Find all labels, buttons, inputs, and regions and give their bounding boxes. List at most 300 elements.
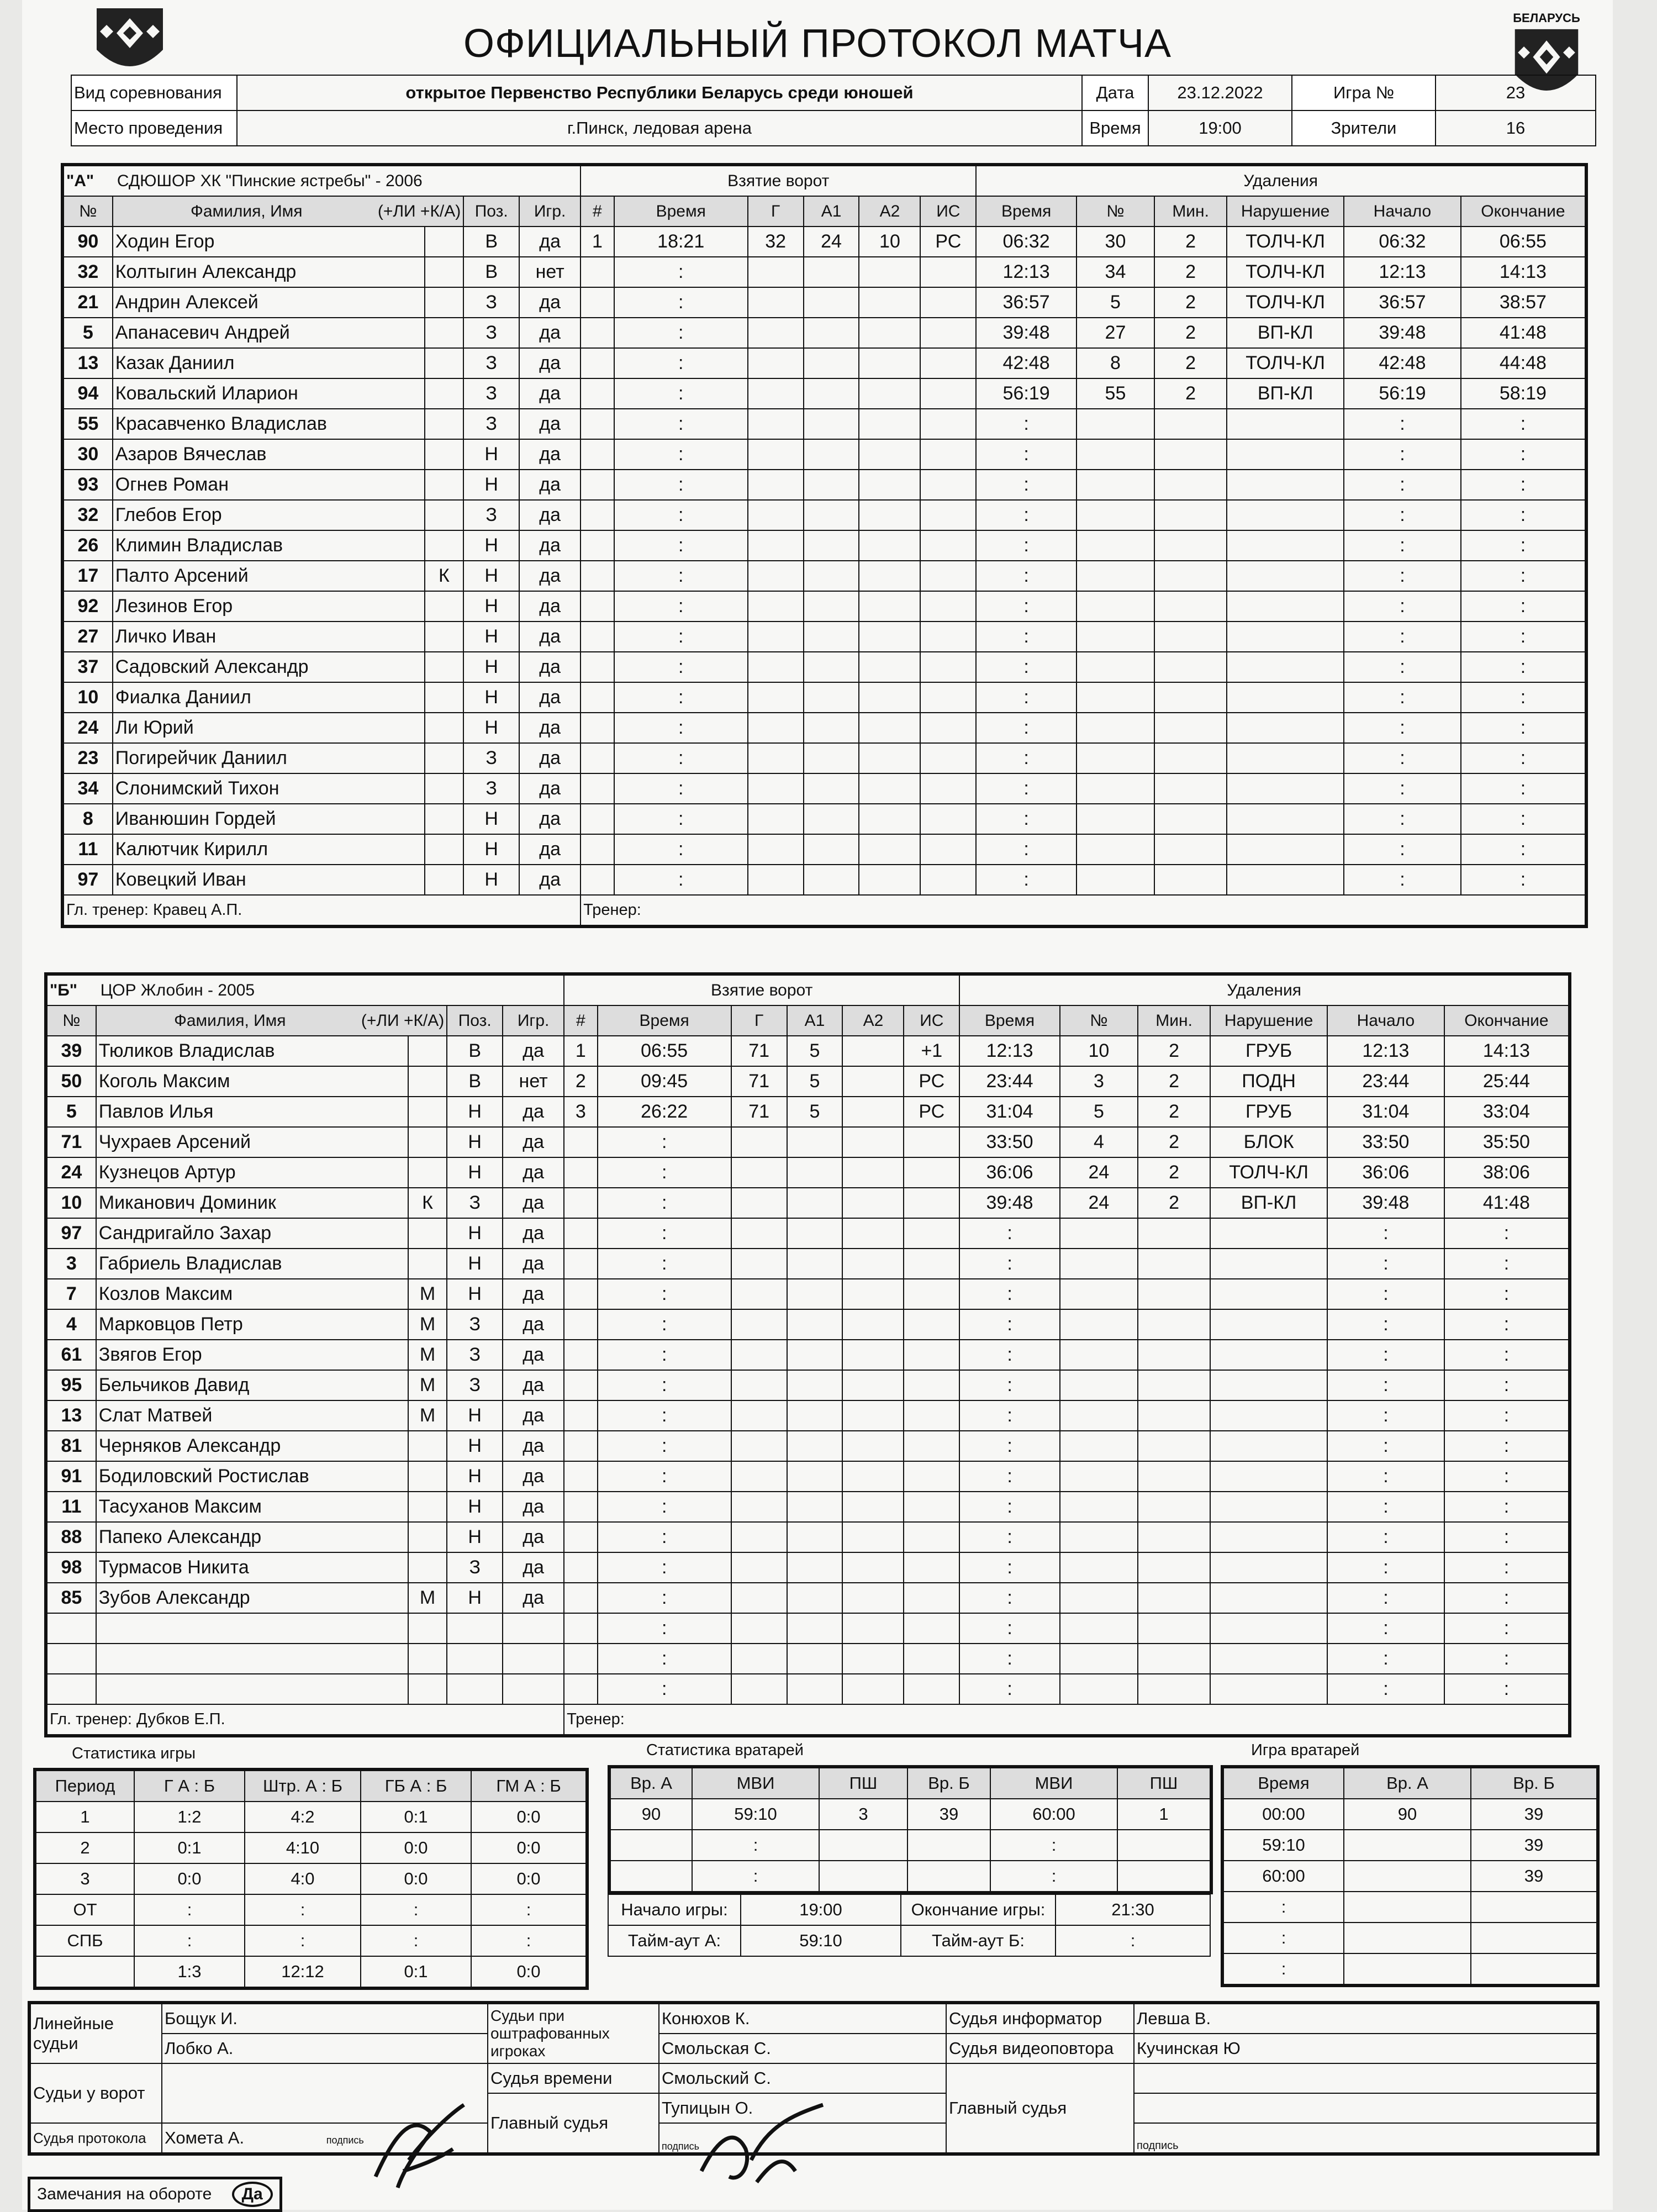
player-number: 23: [62, 743, 113, 773]
penalty-judges-label: Судьи при оштрафованных игроках: [488, 2003, 659, 2063]
empty-cell: [1227, 530, 1344, 561]
penalty-end-empty: :: [1444, 1552, 1570, 1583]
stats-cell: [1344, 1923, 1471, 1953]
table-row: [62, 561, 1586, 591]
team-a-name: СДЮШОР ХК "Пинские ястребы" - 2006: [117, 171, 423, 190]
goal-time: 18:21: [614, 227, 748, 257]
penalty-end-empty: :: [1461, 409, 1586, 439]
stats-cell: [609, 1861, 692, 1893]
table-row: [35, 1802, 587, 1832]
penalty-time-empty: :: [976, 561, 1076, 591]
scorekeeper-label: Судья протокола: [29, 2123, 162, 2154]
empty-cell: [748, 622, 804, 652]
player-mark: [408, 1127, 447, 1157]
empty-cell: [804, 378, 859, 409]
empty-cell: [447, 1644, 503, 1674]
penalty-minutes: 2: [1154, 227, 1227, 257]
penalty-end-empty: :: [1461, 439, 1586, 470]
goalie-play-title: Игра вратарей: [1251, 1741, 1360, 1759]
empty-cell: [1210, 1644, 1327, 1674]
player-name: Зубов Александр: [96, 1583, 408, 1613]
player-number: 95: [46, 1370, 96, 1400]
penalty-end-empty: :: [1444, 1583, 1570, 1613]
team-b-trainer: Тренер:: [564, 1704, 1570, 1736]
player-played: да: [519, 348, 581, 378]
col-played: Игр.: [503, 1005, 564, 1036]
player-position: Н: [463, 622, 519, 652]
scorekeeper-name: Хомета А.: [165, 2128, 245, 2147]
player-number: 4: [46, 1309, 96, 1340]
player-mark: [425, 348, 464, 378]
empty-cell: [842, 1674, 904, 1704]
empty-cell: [731, 1552, 787, 1583]
col-pen-no: №: [1060, 1005, 1138, 1036]
player-number: 13: [46, 1400, 96, 1431]
player-number: 24: [62, 713, 113, 743]
player-position: З: [463, 743, 519, 773]
empty-cell: [859, 804, 920, 834]
empty-cell: [1210, 1249, 1327, 1279]
empty-cell: [581, 652, 614, 682]
player-mark: [425, 773, 464, 804]
empty-cell: [787, 1340, 843, 1370]
empty-cell: [564, 1674, 598, 1704]
player-number: 26: [62, 530, 113, 561]
penalty-minutes: 2: [1154, 287, 1227, 318]
empty-cell: [1210, 1431, 1327, 1461]
table-row: [1222, 1830, 1598, 1861]
table-row: [62, 834, 1586, 865]
player-number: 24: [46, 1157, 96, 1188]
stats-header: Г А : Б: [134, 1769, 245, 1802]
player-number: 81: [46, 1431, 96, 1461]
table-row: [1222, 1799, 1598, 1830]
player-mark: М: [408, 1279, 447, 1309]
player-name: Бодиловский Ростислав: [96, 1461, 408, 1492]
empty-cell: [1138, 1400, 1210, 1431]
stats-cell: 00:00: [1222, 1799, 1344, 1830]
empty-cell: [920, 287, 976, 318]
penalty-time-empty: :: [959, 1552, 1060, 1583]
empty-cell: [859, 378, 920, 409]
empty-cell: [920, 804, 976, 834]
empty-cell: [787, 1370, 843, 1400]
table-row: [46, 1249, 1570, 1279]
empty-cell: [1076, 743, 1154, 773]
player-number: 10: [62, 682, 113, 713]
col-pen-start: Начало: [1344, 196, 1461, 227]
team-b-coach: Гл. тренер: Дубков Е.П.: [46, 1704, 564, 1736]
goal-time-empty: :: [598, 1552, 731, 1583]
penalty-start-empty: :: [1344, 865, 1461, 895]
empty-cell: [731, 1644, 787, 1674]
empty-cell: [564, 1583, 598, 1613]
table-row: [35, 1832, 587, 1863]
empty-cell: [804, 500, 859, 530]
spectators-value: 16: [1436, 110, 1596, 146]
empty-cell: [842, 1157, 904, 1188]
stats-cell: 1: [1117, 1799, 1211, 1830]
table-row: [46, 1279, 1570, 1309]
penalty-end-empty: :: [1444, 1279, 1570, 1309]
penalty-end-empty: :: [1444, 1522, 1570, 1552]
penalty-minutes: 2: [1138, 1097, 1210, 1127]
penalty-end-empty: :: [1461, 591, 1586, 622]
goal-time-empty: :: [598, 1522, 731, 1552]
stats-cell: :: [245, 1925, 361, 1956]
empty-cell: [1227, 834, 1344, 865]
empty-cell: [1076, 439, 1154, 470]
empty-cell: [581, 865, 614, 895]
col-pen-violation: Нарушение: [1227, 196, 1344, 227]
stats-cell: [609, 1830, 692, 1861]
player-played: да: [503, 1552, 564, 1583]
penalty-minutes: 2: [1154, 257, 1227, 287]
penalty-end: 41:48: [1444, 1188, 1570, 1218]
penalty-time: 12:13: [976, 257, 1076, 287]
goal-time-empty: :: [614, 318, 748, 348]
penalty-time-empty: :: [959, 1613, 1060, 1644]
empty-cell: [1076, 591, 1154, 622]
player-played: да: [519, 500, 581, 530]
date-value: 23.12.2022: [1148, 75, 1292, 110]
empty-cell: [748, 318, 804, 348]
table-row: [46, 1127, 1570, 1157]
player-mark: [408, 1552, 447, 1583]
table-row: [62, 257, 1586, 287]
penalty-time-empty: :: [959, 1279, 1060, 1309]
empty-cell: [1227, 804, 1344, 834]
goal-time-empty: :: [614, 713, 748, 743]
stats-cell: 39: [907, 1799, 990, 1830]
goal-time: 09:45: [598, 1066, 731, 1097]
player-played: да: [519, 713, 581, 743]
player-number: 61: [46, 1340, 96, 1370]
table-row: [46, 1613, 1570, 1644]
chief-judge-label: Главный судья: [946, 2063, 1134, 2154]
empty-cell: [581, 834, 614, 865]
player-position: Н: [463, 530, 519, 561]
empty-cell: [787, 1461, 843, 1492]
empty-cell: [581, 257, 614, 287]
empty-cell: [904, 1492, 959, 1522]
empty-cell: [1210, 1613, 1327, 1644]
empty-cell: [581, 713, 614, 743]
empty-cell: [748, 773, 804, 804]
col-pos: Поз.: [447, 1005, 503, 1036]
empty-cell: [731, 1370, 787, 1400]
empty-cell: [1076, 804, 1154, 834]
stats-cell: [1344, 1861, 1471, 1892]
empty-cell: [564, 1218, 598, 1249]
empty-cell: [1060, 1370, 1138, 1400]
stats-cell: 59:10: [692, 1799, 819, 1830]
penalty-violation: ТОЛЧ-КЛ: [1227, 227, 1344, 257]
table-row: [46, 1492, 1570, 1522]
empty-cell: [804, 773, 859, 804]
empty-cell: [1154, 865, 1227, 895]
empty-cell: [1227, 682, 1344, 713]
player-played: да: [519, 530, 581, 561]
player-mark: К: [408, 1188, 447, 1218]
goal-time-empty: :: [598, 1279, 731, 1309]
team-a-trainer: Тренер:: [581, 895, 1586, 926]
col-name-label: Фамилия, Имя: [191, 202, 303, 220]
penalty-time-empty: :: [976, 652, 1076, 682]
stats-header: Штр. А : Б: [245, 1769, 361, 1802]
penalty-start: 31:04: [1327, 1097, 1444, 1127]
info-judge-label: Судья информатор: [946, 2003, 1134, 2034]
penalty-start-empty: :: [1327, 1492, 1444, 1522]
penalty-start-empty: :: [1344, 804, 1461, 834]
empty-cell: [1210, 1674, 1327, 1704]
penalty-time-empty: :: [976, 682, 1076, 713]
penalty-violation: ТОЛЧ-КЛ: [1210, 1157, 1327, 1188]
goal-time-empty: :: [598, 1309, 731, 1340]
player-position: З: [447, 1552, 503, 1583]
player-played: да: [519, 591, 581, 622]
player-played: да: [503, 1097, 564, 1127]
empty-cell: [904, 1461, 959, 1492]
timeout-b-label: Тайм-аут Б:: [901, 1925, 1056, 1956]
penalty-minutes: 2: [1154, 378, 1227, 409]
empty-cell: [1060, 1613, 1138, 1644]
empty-cell: [1154, 409, 1227, 439]
empty-cell: [1138, 1583, 1210, 1613]
empty-cell: [920, 652, 976, 682]
empty-cell: [787, 1279, 843, 1309]
stats-cell: 39: [1471, 1799, 1598, 1830]
empty-cell: [581, 743, 614, 773]
empty-cell: [787, 1583, 843, 1613]
empty-cell: [748, 743, 804, 773]
player-played: да: [519, 834, 581, 865]
penalty-start: 23:44: [1327, 1066, 1444, 1097]
player-number: 55: [62, 409, 113, 439]
player-played: да: [519, 287, 581, 318]
stats-cell: 59:10: [1222, 1830, 1344, 1861]
timekeeper-label: Судья времени: [488, 2063, 659, 2093]
player-mark: [425, 713, 464, 743]
game-end-label: Окончание игры:: [901, 1894, 1056, 1925]
penalty-time-empty: :: [959, 1218, 1060, 1249]
table-row: [62, 865, 1586, 895]
table-row: [35, 1925, 587, 1956]
player-position: Н: [447, 1522, 503, 1552]
player-number: 13: [62, 348, 113, 378]
table-row: [62, 652, 1586, 682]
empty-cell: [859, 530, 920, 561]
empty-cell: [1210, 1552, 1327, 1583]
empty-cell: [1060, 1552, 1138, 1583]
empty-cell: [1060, 1583, 1138, 1613]
empty-cell: [731, 1340, 787, 1370]
empty-cell: [804, 348, 859, 378]
empty-cell: [564, 1127, 598, 1157]
player-position: З: [463, 409, 519, 439]
penalty-end: 58:19: [1461, 378, 1586, 409]
empty-cell: [748, 591, 804, 622]
penalty-time: 36:06: [959, 1157, 1060, 1188]
player-mark: М: [408, 1309, 447, 1340]
penalty-violation: ТОЛЧ-КЛ: [1227, 287, 1344, 318]
venue-value: г.Пинск, ледовая арена: [237, 110, 1082, 146]
player-number: 97: [46, 1218, 96, 1249]
player-mark: [425, 378, 464, 409]
penalty-time-empty: :: [959, 1309, 1060, 1340]
empty-cell: [748, 865, 804, 895]
empty-cell: [787, 1218, 843, 1249]
empty-cell: [581, 470, 614, 500]
penalty-time-empty: :: [976, 804, 1076, 834]
empty-cell: [581, 439, 614, 470]
player-played: да: [519, 652, 581, 682]
player-mark: [425, 591, 464, 622]
goal-assist-1: 24: [804, 227, 859, 257]
player-mark: [425, 287, 464, 318]
player-position: З: [447, 1188, 503, 1218]
empty-cell: [1060, 1400, 1138, 1431]
empty-cell: [1060, 1249, 1138, 1279]
empty-cell: [842, 1400, 904, 1431]
game-end-value: 21:30: [1056, 1894, 1210, 1925]
table-row: [46, 1431, 1570, 1461]
player-name: Андрин Алексей: [113, 287, 425, 318]
stats-cell: :: [134, 1894, 245, 1925]
empty-cell: [859, 470, 920, 500]
player-played: да: [503, 1279, 564, 1309]
empty-cell: [859, 773, 920, 804]
penalty-violation: БЛОК: [1210, 1127, 1327, 1157]
empty-cell: [447, 1613, 503, 1644]
player-name: Климин Владислав: [113, 530, 425, 561]
empty-cell: [731, 1674, 787, 1704]
empty-cell: [581, 804, 614, 834]
penalty-start-empty: :: [1344, 773, 1461, 804]
team-b-name: ЦОР Жлобин - 2005: [100, 981, 255, 999]
empty-cell: [904, 1644, 959, 1674]
player-played: да: [519, 682, 581, 713]
stats-cell: [819, 1861, 907, 1893]
penalty-time: 06:32: [976, 227, 1076, 257]
player-played: да: [503, 1249, 564, 1279]
penalty-minutes: 2: [1138, 1036, 1210, 1066]
player-name: Личко Иван: [113, 622, 425, 652]
empty-cell: [904, 1249, 959, 1279]
empty-cell: [748, 287, 804, 318]
penalty-end-empty: :: [1444, 1249, 1570, 1279]
empty-cell: [1076, 834, 1154, 865]
empty-cell: [564, 1431, 598, 1461]
stats-cell: [35, 1956, 134, 1988]
table-row: [609, 1861, 1211, 1893]
penalty-end: 41:48: [1461, 318, 1586, 348]
stats-cell: 3: [35, 1863, 134, 1894]
player-played: да: [519, 470, 581, 500]
penalty-end: 14:13: [1461, 257, 1586, 287]
goal-time-empty: :: [614, 743, 748, 773]
empty-cell: [859, 561, 920, 591]
empty-cell: [748, 439, 804, 470]
player-mark: [425, 682, 464, 713]
penalty-time: 33:50: [959, 1127, 1060, 1157]
empty-cell: [564, 1644, 598, 1674]
penalty-start-empty: :: [1327, 1370, 1444, 1400]
empty-cell: [408, 1613, 447, 1644]
empty-cell: [748, 470, 804, 500]
empty-cell: [1227, 591, 1344, 622]
empty-cell: [731, 1157, 787, 1188]
empty-cell: [1210, 1522, 1327, 1552]
player-mark: [425, 530, 464, 561]
player-played: да: [519, 865, 581, 895]
empty-cell: [581, 318, 614, 348]
penalty-end-empty: :: [1461, 773, 1586, 804]
empty-cell: [564, 1188, 598, 1218]
col-name: [113, 196, 463, 227]
empty-cell: [904, 1279, 959, 1309]
player-mark: М: [408, 1400, 447, 1431]
empty-cell: [859, 622, 920, 652]
player-name: Азаров Вячеслав: [113, 439, 425, 470]
player-position: Н: [463, 470, 519, 500]
stats-header: ГБ А : Б: [361, 1769, 471, 1802]
empty-cell: [920, 348, 976, 378]
penalty-violation: ТОЛЧ-КЛ: [1227, 257, 1344, 287]
player-position: Н: [447, 1279, 503, 1309]
empty-cell: [581, 591, 614, 622]
empty-cell: [1076, 470, 1154, 500]
empty-cell: [920, 530, 976, 561]
stats-cell: 0:1: [361, 1956, 471, 1988]
penalty-start-empty: :: [1344, 561, 1461, 591]
player-number: 37: [62, 652, 113, 682]
referee-label: Главный судья: [488, 2093, 659, 2154]
empty-cell: [842, 1492, 904, 1522]
stats-cell: [1344, 1892, 1471, 1923]
player-name: Ковецкий Иван: [113, 865, 425, 895]
goal-time-empty: :: [598, 1127, 731, 1157]
penalty-minutes: 2: [1154, 318, 1227, 348]
empty-cell: [1227, 865, 1344, 895]
player-name: Колтыгин Александр: [113, 257, 425, 287]
team-a-coach: Гл. тренер: Кравец А.П.: [62, 895, 581, 926]
player-name: Красавченко Владислав: [113, 409, 425, 439]
goal-judges-label: Судьи у ворот: [29, 2063, 162, 2123]
goal-scorer: 32: [748, 227, 804, 257]
table-row: [62, 773, 1586, 804]
stats-cell: [907, 1861, 990, 1893]
info-judge: Левша В.: [1134, 2003, 1598, 2034]
empty-cell: [787, 1127, 843, 1157]
player-mark: [408, 1522, 447, 1552]
player-position: Н: [447, 1249, 503, 1279]
penalty-player: 30: [1076, 227, 1154, 257]
player-number: 90: [62, 227, 113, 257]
empty-cell: [731, 1431, 787, 1461]
col-pen-violation: Нарушение: [1210, 1005, 1327, 1036]
penalty-start-empty: :: [1344, 713, 1461, 743]
date-label: Дата: [1082, 75, 1148, 110]
empty-cell: [1154, 834, 1227, 865]
empty-cell: [1060, 1309, 1138, 1340]
empty-cell: [1210, 1218, 1327, 1249]
empty-cell: [503, 1613, 564, 1644]
player-number: 5: [62, 318, 113, 348]
player-mark: К: [425, 561, 464, 591]
table-row: [46, 1157, 1570, 1188]
col-goal-idx: #: [564, 1005, 598, 1036]
